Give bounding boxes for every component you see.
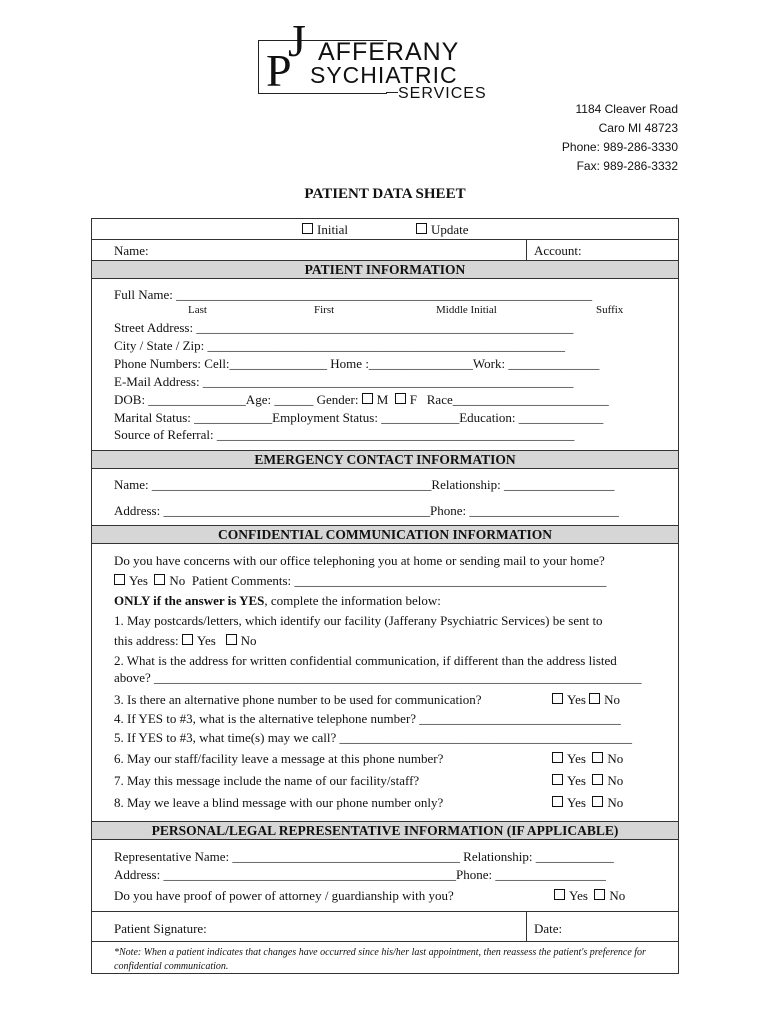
question-5-field[interactable]: 5. If YES to #3, what time(s) may we call? _____________________________________________ bbox=[114, 730, 633, 745]
update-label: Update bbox=[431, 222, 469, 237]
q6-yes-checkbox[interactable] bbox=[552, 752, 563, 763]
emergency-heading: EMERGENCY CONTACT INFORMATION bbox=[92, 450, 678, 469]
divider bbox=[526, 911, 527, 941]
email-field[interactable]: E-Mail Address: _________________________________________________________ bbox=[114, 374, 574, 389]
logo-line-3: SERVICES bbox=[398, 85, 487, 102]
logo-letter-p: P bbox=[266, 45, 292, 96]
sub-suffix: Suffix bbox=[596, 304, 624, 316]
logo-underline bbox=[386, 92, 398, 93]
q8-yes-checkbox[interactable] bbox=[552, 796, 563, 807]
address-city: Caro MI 48723 bbox=[598, 121, 678, 135]
q6-answer bbox=[552, 751, 623, 767]
no-label: No bbox=[607, 795, 624, 810]
proof-yes-checkbox[interactable] bbox=[554, 889, 565, 900]
patient-form bbox=[91, 218, 679, 974]
q1-yes-checkbox[interactable] bbox=[182, 634, 193, 645]
gender-m-label: M bbox=[376, 392, 389, 407]
logo-line-2: SYCHIATRIC bbox=[310, 62, 458, 88]
question-2-field[interactable]: above? ___________________________________________________________________________ bbox=[114, 670, 642, 685]
patient-comments-field[interactable]: Patient Comments: ________________________________________________ bbox=[191, 573, 607, 588]
address-block bbox=[562, 100, 678, 176]
proof-answer bbox=[554, 888, 625, 904]
referral-field[interactable]: Source of Referral: _______________________________________________________ bbox=[114, 427, 575, 442]
q7-no-checkbox[interactable] bbox=[592, 774, 603, 785]
address-fax: Fax: 989-286-3332 bbox=[576, 159, 678, 173]
q1-no-checkbox[interactable] bbox=[226, 634, 237, 645]
name-field[interactable]: Name: bbox=[114, 243, 149, 258]
question-1-cont: this address: bbox=[114, 633, 182, 648]
marital-field[interactable]: Marital Status: ____________Employment Status: ____________Education: _____________ bbox=[114, 410, 604, 425]
no-label: No bbox=[240, 633, 257, 648]
sub-middle: Middle Initial bbox=[436, 304, 497, 316]
dob-row bbox=[114, 392, 609, 408]
full-name-field[interactable]: Full Name: ________________________________________________________________ bbox=[114, 287, 593, 302]
divider bbox=[92, 941, 678, 942]
question-8: 8. May we leave a blind message with our phone number only? bbox=[114, 795, 444, 810]
sub-last: Last bbox=[188, 304, 207, 316]
initial-checkbox[interactable] bbox=[302, 223, 313, 234]
emergency-name-field[interactable]: Name: ___________________________________________Relationship: _________________ bbox=[114, 477, 615, 492]
initial-option[interactable] bbox=[302, 222, 348, 238]
concerns-answer-row bbox=[114, 573, 606, 589]
gender-f-checkbox[interactable] bbox=[395, 393, 406, 404]
company-logo bbox=[258, 15, 528, 102]
concerns-yes-checkbox[interactable] bbox=[114, 574, 125, 585]
sub-first: First bbox=[314, 304, 335, 316]
q6-no-checkbox[interactable] bbox=[592, 752, 603, 763]
representative-heading: PERSONAL/LEGAL REPRESENTATIVE INFORMATION (IF APPLICABLE) bbox=[92, 821, 678, 840]
emergency-address-field[interactable]: Address: _________________________________________Phone: _______________________ bbox=[114, 503, 619, 518]
concerns-no-checkbox[interactable] bbox=[154, 574, 165, 585]
only-if-yes-text bbox=[114, 593, 441, 609]
question-4-field[interactable]: 4. If YES to #3, what is the alternative telephone number? _______________________________ bbox=[114, 711, 621, 726]
question-concerns: Do you have concerns with our office telephoning you at home or sending mail to your home? bbox=[114, 553, 605, 568]
no-label: No bbox=[604, 692, 621, 707]
address-phone: Phone: 989-286-3330 bbox=[561, 140, 678, 154]
page-title: PATIENT DATA SHEET bbox=[304, 186, 466, 202]
race-field[interactable]: Race________________________ bbox=[426, 392, 609, 407]
q3-answer bbox=[552, 692, 620, 708]
question-6: 6. May our staff/facility leave a message at this phone number? bbox=[114, 751, 444, 766]
yes-label: Yes bbox=[196, 633, 216, 648]
patient-signature-field[interactable]: Patient Signature: bbox=[114, 921, 207, 936]
q8-no-checkbox[interactable] bbox=[592, 796, 603, 807]
confidential-heading: CONFIDENTIAL COMMUNICATION INFORMATION bbox=[92, 525, 678, 544]
gender-f-label: F bbox=[409, 392, 417, 407]
divider bbox=[526, 239, 527, 260]
yes-label: Yes bbox=[129, 573, 148, 588]
q7-answer bbox=[552, 773, 623, 789]
no-label: No bbox=[609, 888, 626, 903]
question-3: 3. Is there an alternative phone number to be used for communication? bbox=[114, 692, 482, 707]
q3-yes-checkbox[interactable] bbox=[552, 693, 563, 704]
only-if-yes-bold: ONLY if the answer is YES bbox=[114, 593, 265, 608]
yes-label: Yes bbox=[567, 692, 586, 707]
question-2: 2. What is the address for written confidential communication, if different than the address listed bbox=[114, 653, 617, 668]
q3-no-checkbox[interactable] bbox=[589, 693, 600, 704]
no-label: No bbox=[607, 773, 624, 788]
dob-field[interactable]: DOB: _______________Age: ______ Gender: bbox=[114, 392, 362, 407]
representative-name-field[interactable]: Representative Name: ___________________________________ Relationship: ____________ bbox=[114, 849, 614, 864]
question-1: 1. May postcards/letters, which identify our facility (Jafferany Psychiatric Services) be sent to bbox=[114, 613, 603, 628]
question-1-answer-row bbox=[114, 633, 256, 649]
representative-address-field[interactable]: Address: _____________________________________________Phone: _________________ bbox=[114, 867, 606, 882]
footnote: *Note: When a patient indicates that changes have occurred since his/her last appointment, then reassess the patient's preference for confidential communication. bbox=[114, 947, 646, 972]
divider bbox=[92, 911, 678, 912]
gender-m-checkbox[interactable] bbox=[362, 393, 373, 404]
question-proof: Do you have proof of power of attorney / guardianship with you? bbox=[114, 888, 454, 903]
yes-label: Yes bbox=[567, 773, 586, 788]
no-label: No bbox=[607, 751, 624, 766]
account-field[interactable]: Account: bbox=[534, 243, 582, 258]
logo-line-1: AFFERANY bbox=[318, 38, 460, 66]
phones-field[interactable]: Phone Numbers: Cell:_______________ Home :________________Work: ______________ bbox=[114, 356, 600, 371]
update-checkbox[interactable] bbox=[416, 223, 427, 234]
yes-label: Yes bbox=[567, 751, 586, 766]
no-label: No bbox=[169, 573, 186, 588]
patient-info-heading: PATIENT INFORMATION bbox=[92, 260, 678, 279]
q8-answer bbox=[552, 795, 623, 811]
street-field[interactable]: Street Address: __________________________________________________________ bbox=[114, 320, 574, 335]
initial-label: Initial bbox=[317, 222, 349, 237]
yes-label: Yes bbox=[567, 795, 586, 810]
only-if-yes-rest: , complete the information below: bbox=[264, 593, 441, 608]
date-field[interactable]: Date: bbox=[534, 921, 563, 936]
proof-no-checkbox[interactable] bbox=[594, 889, 605, 900]
address-street: 1184 Cleaver Road bbox=[575, 102, 678, 116]
question-7: 7. May this message include the name of our facility/staff? bbox=[114, 773, 420, 788]
update-option[interactable] bbox=[416, 222, 469, 238]
logo-letter-j: J bbox=[288, 15, 306, 66]
divider bbox=[92, 239, 678, 240]
q7-yes-checkbox[interactable] bbox=[552, 774, 563, 785]
city-field[interactable]: City / State / Zip: _______________________________________________________ bbox=[114, 338, 566, 353]
yes-label: Yes bbox=[569, 888, 588, 903]
